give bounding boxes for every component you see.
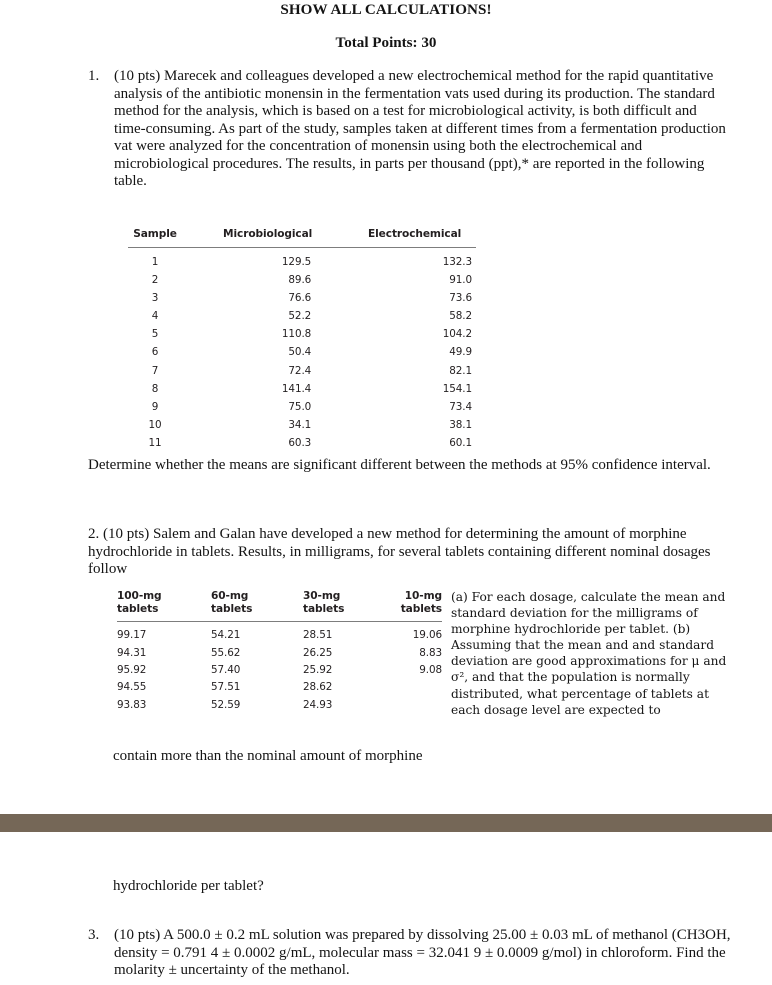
header-line-1: 30-mg [303,590,341,602]
header-line-2: tablets [117,602,159,615]
table-row [128,398,476,416]
cell-100mg: 93.83 [117,698,147,711]
cell-100mg: 94.31 [117,646,147,659]
cell-electrochemical: 82.1 [449,364,472,377]
table-header-row [117,590,442,622]
column-header-10mg [391,590,442,622]
cell-30mg: 28.51 [303,629,333,642]
table-row [128,362,476,380]
table-body [117,622,442,714]
cell-microbiological: 52.2 [288,310,312,323]
table-header [117,590,442,622]
cell-microbiological: 129.5 [281,256,312,268]
table-row [117,696,442,713]
table-row [128,416,476,434]
header-line-2: tablets [400,602,442,615]
cell-30mg: 26.25 [303,646,333,659]
table-row [128,248,476,272]
header-line-2: tablets [211,602,253,615]
header-line-2: tablets [303,602,345,615]
question-3 [88,927,733,980]
cell-60mg: 57.51 [211,681,241,694]
cell-10mg [391,696,442,713]
table-row [117,644,442,661]
cell-microbiological: 34.1 [288,418,312,431]
cell-60mg: 54.21 [211,629,241,642]
cell-sample: 8 [151,382,159,395]
morphine-dosage-table [117,590,442,713]
cell-sample: 6 [151,346,159,359]
cell-10mg [391,679,442,696]
cell-electrochemical: 73.6 [449,292,472,305]
cell-sample: 7 [151,364,159,377]
cell-microbiological: 72.4 [288,364,312,377]
table-body [128,248,476,452]
cell-60mg: 55.62 [211,646,241,659]
cell-sample: 1 [151,256,159,268]
table-row [128,343,476,361]
cell-10mg: 8.83 [419,646,442,659]
column-header-30mg [303,590,391,622]
cell-60mg: 52.59 [211,698,241,711]
table-header [128,228,476,248]
column-header-sample: Sample [133,228,177,240]
cell-microbiological: 75.0 [288,400,312,413]
table-row [117,679,442,696]
cell-100mg: 95.92 [117,663,147,676]
table-row [128,434,476,452]
cell-microbiological: 76.6 [288,292,312,305]
header-line-1: 60-mg [211,590,249,602]
column-header-microbiological: Microbiological [223,228,313,240]
cell-sample: 4 [151,310,159,323]
monensin-results-table [128,228,476,452]
cell-30mg: 24.93 [303,698,333,711]
question-3-number: 3. [88,927,100,943]
question-2-text: 2. (10 pts) Salem and Galan have developed a new method for determining the amount of morphine hydrochloride in tablets. Results, in milligrams, for several tablets containing different nominal dosages follow [88,526,711,578]
cell-electrochemical: 154.1 [442,382,472,395]
cell-sample: 10 [148,418,162,431]
question-3-text: (10 pts) A 500.0 ± 0.2 mL solution was prepared by dissolving 25.00 ± 0.03 mL of methanol (CH3OH, density = 0.791 4 ± 0.0002 g/mL, molecular mass = 32.041 9 ± 0.0009 g/mol) in chloroform. Find the molarity ± uncertainty of the methanol. [114,927,731,979]
column-header-100mg [117,590,211,622]
header-line-1: 10-mg [404,590,442,602]
cell-30mg: 28.62 [303,681,333,694]
cell-sample: 3 [151,292,159,305]
page-break-bar [0,814,772,832]
cell-microbiological: 50.4 [288,346,312,359]
cell-sample: 2 [151,274,159,287]
table-header-row [128,228,476,248]
cell-30mg: 25.92 [303,663,333,676]
table-row [128,271,476,289]
cell-electrochemical: 58.2 [449,310,472,323]
cell-60mg: 57.40 [211,663,241,676]
question-2-continuation-b: hydrochloride per tablet? [113,878,264,894]
cell-electrochemical: 38.1 [449,418,472,431]
cell-electrochemical: 104.2 [442,328,472,341]
question-1-text: (10 pts) Marecek and colleagues developed a new electrochemical method for the rapid quantitative analysis of the antibiotic monensin in the fermentation vats used during its production. The standard method for the analysis, which is based on a test for microbiological activity, is both difficult and time-consuming. As part of the study, samples taken at different times from a fermentation production vat were analyzed for the concentration of monensin using both the electrochemical and microbiological procedures. The results, in parts per thousand (ppt),* are reported in the following table. [114,68,726,190]
table-row [128,289,476,307]
cell-electrochemical: 60.1 [449,436,472,449]
cell-microbiological: 110.8 [281,328,312,341]
table-row [128,325,476,343]
cell-10mg: 19.06 [412,629,442,642]
cell-sample: 5 [151,328,159,341]
question-2-continuation-a: contain more than the nominal amount of morphine [113,748,423,764]
cell-microbiological: 60.3 [288,436,312,449]
question-1-followup: Determine whether the means are significant different between the methods at 95% confidence interval. [88,457,711,473]
header-line-1: 100-mg [117,590,162,602]
cell-microbiological: 141.4 [281,382,312,395]
column-header-electrochemical: Electrochemical [368,228,462,240]
question-2-sidenote: (a) For each dosage, calculate the mean and standard deviation for the milligrams of morphine hydrochloride per tablet. (b) Assuming that the mean and and standard deviation are good approximations for μ and σ², and that the population is normally distributed, what percentage of tablets at each dosage level are expected to [451,590,727,717]
table-row [128,307,476,325]
document-subtitle: Total Points: 30 [335,35,437,51]
table-row [128,380,476,398]
cell-100mg: 99.17 [117,629,147,642]
cell-sample: 11 [148,436,162,449]
table-row [117,661,442,678]
cell-electrochemical: 49.9 [449,346,472,359]
cell-10mg: 9.08 [419,663,442,676]
cell-sample: 9 [151,400,159,413]
table-row [117,622,442,644]
question-1-number: 1. [88,68,100,84]
cell-electrochemical: 73.4 [449,400,472,413]
cell-microbiological: 89.6 [288,274,312,287]
question-1 [88,68,730,191]
cell-100mg: 94.55 [117,681,147,694]
cell-electrochemical: 132.3 [442,256,472,268]
column-header-60mg [211,590,303,622]
document-title: SHOW ALL CALCULATIONS! [280,2,492,18]
cell-electrochemical: 91.0 [449,274,472,287]
